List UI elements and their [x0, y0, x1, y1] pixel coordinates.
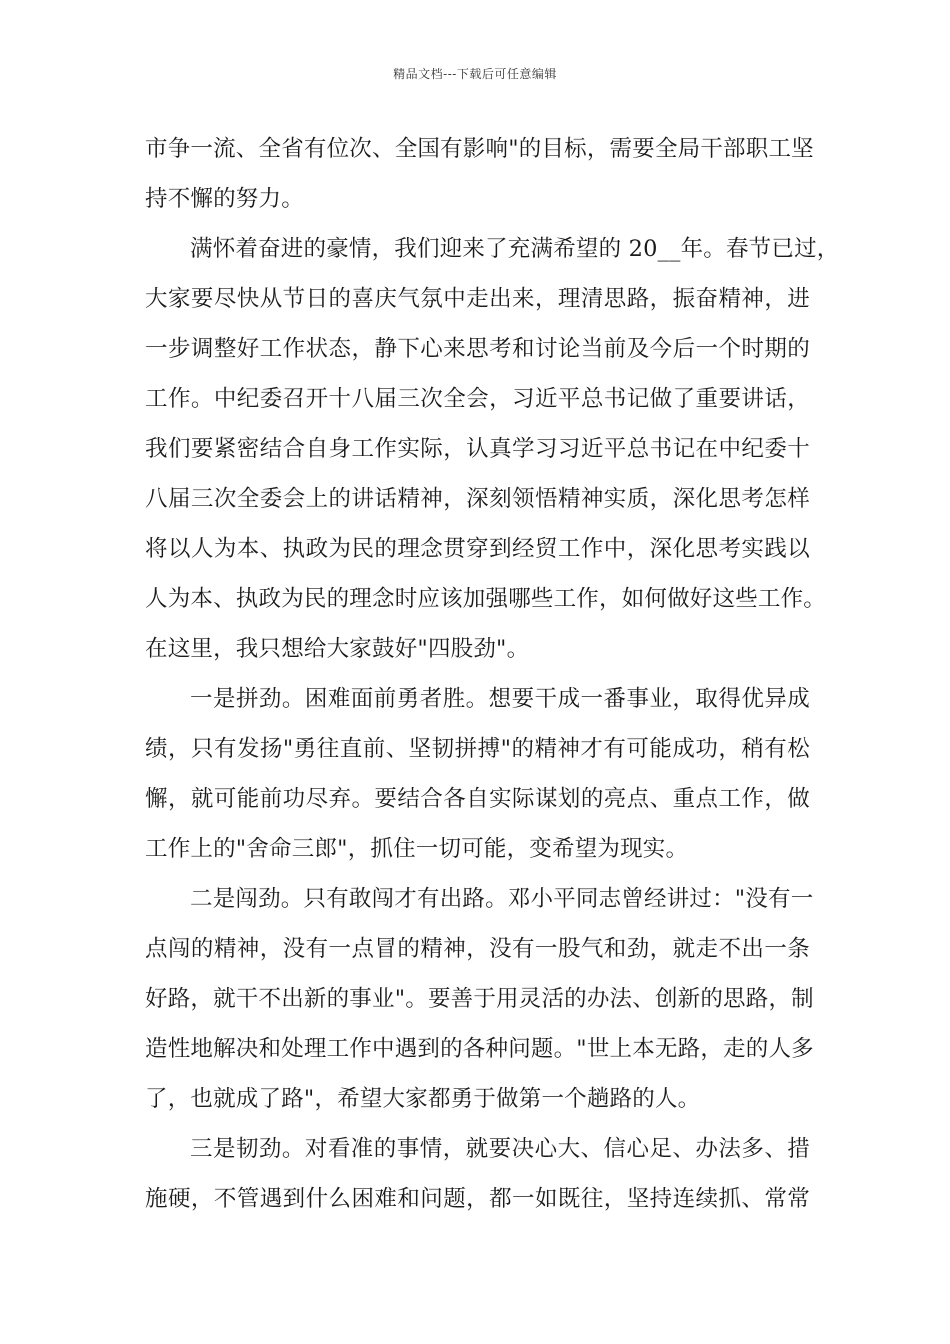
text-line: 满怀着奋进的豪情，我们迎来了充满希望的 20__年。春节已过，	[190, 236, 840, 262]
text-line: 工作。中纪委召开十八届三次全会，习近平总书记做了重要讲话，	[145, 386, 810, 412]
text-line: 八届三次全委会上的讲话精神，深刻领悟精神实质，深化思考怎样	[145, 486, 810, 512]
paragraph	[145, 1124, 810, 1224]
text-line: 将以人为本、执政为民的理念贯穿到经贸工作中，深化思考实践以	[145, 536, 810, 562]
paragraph	[145, 124, 814, 224]
text-line: 工作上的"舍命三郎"，抓住一切可能，变希望为现实。	[145, 836, 689, 862]
text-line: 好路，就干不出新的事业"。要善于用灵活的办法、创新的思路，制	[145, 986, 814, 1012]
text-line: 二是闯劲。只有敢闯才有出路。邓小平同志曾经讲过："没有一	[190, 886, 814, 912]
text-line: 在这里，我只想给大家鼓好"四股劲"。	[145, 636, 530, 662]
text-line: 施硬，不管遇到什么困难和问题，都一如既往，坚持连续抓、常常	[145, 1186, 810, 1212]
paragraph	[145, 224, 840, 674]
text-line: 市争一流、全省有位次、全国有影响"的目标，需要全局干部职工坚	[145, 136, 814, 162]
text-line: 持不懈的努力。	[145, 186, 304, 212]
text-line: 一是拼劲。困难面前勇者胜。想要干成一番事业，取得优异成	[190, 686, 810, 712]
document-body	[145, 124, 840, 1224]
text-line: 了，也就成了路"，希望大家都勇于做第一个趟路的人。	[145, 1086, 701, 1112]
text-line: 我们要紧密结合自身工作实际，认真学习习近平总书记在中纪委十	[145, 436, 810, 462]
text-line: 点闯的精神，没有一点冒的精神，没有一股气和劲，就走不出一条	[145, 936, 810, 962]
text-line: 懈，就可能前功尽弃。要结合各自实际谋划的亮点、重点工作，做	[145, 786, 810, 812]
text-line: 人为本、执政为民的理念时应该加强哪些工作，如何做好这些工作。	[145, 586, 827, 612]
paragraph	[145, 874, 814, 1124]
page-header: 精品文档---下载后可任意编辑	[393, 67, 557, 81]
text-line: 一步调整好工作状态，静下心来思考和讨论当前及今后一个时期的	[145, 336, 810, 362]
text-line: 绩，只有发扬"勇往直前、坚韧拼搏"的精神才有可能成功，稍有松	[145, 736, 810, 762]
text-line: 三是韧劲。对看准的事情，就要决心大、信心足、办法多、措	[190, 1136, 810, 1162]
text-line: 造性地解决和处理工作中遇到的各种问题。"世上本无路，走的人多	[145, 1036, 814, 1062]
paragraph	[145, 674, 810, 874]
text-line: 大家要尽快从节日的喜庆气氛中走出来，理清思路，振奋精神，进	[145, 286, 810, 312]
